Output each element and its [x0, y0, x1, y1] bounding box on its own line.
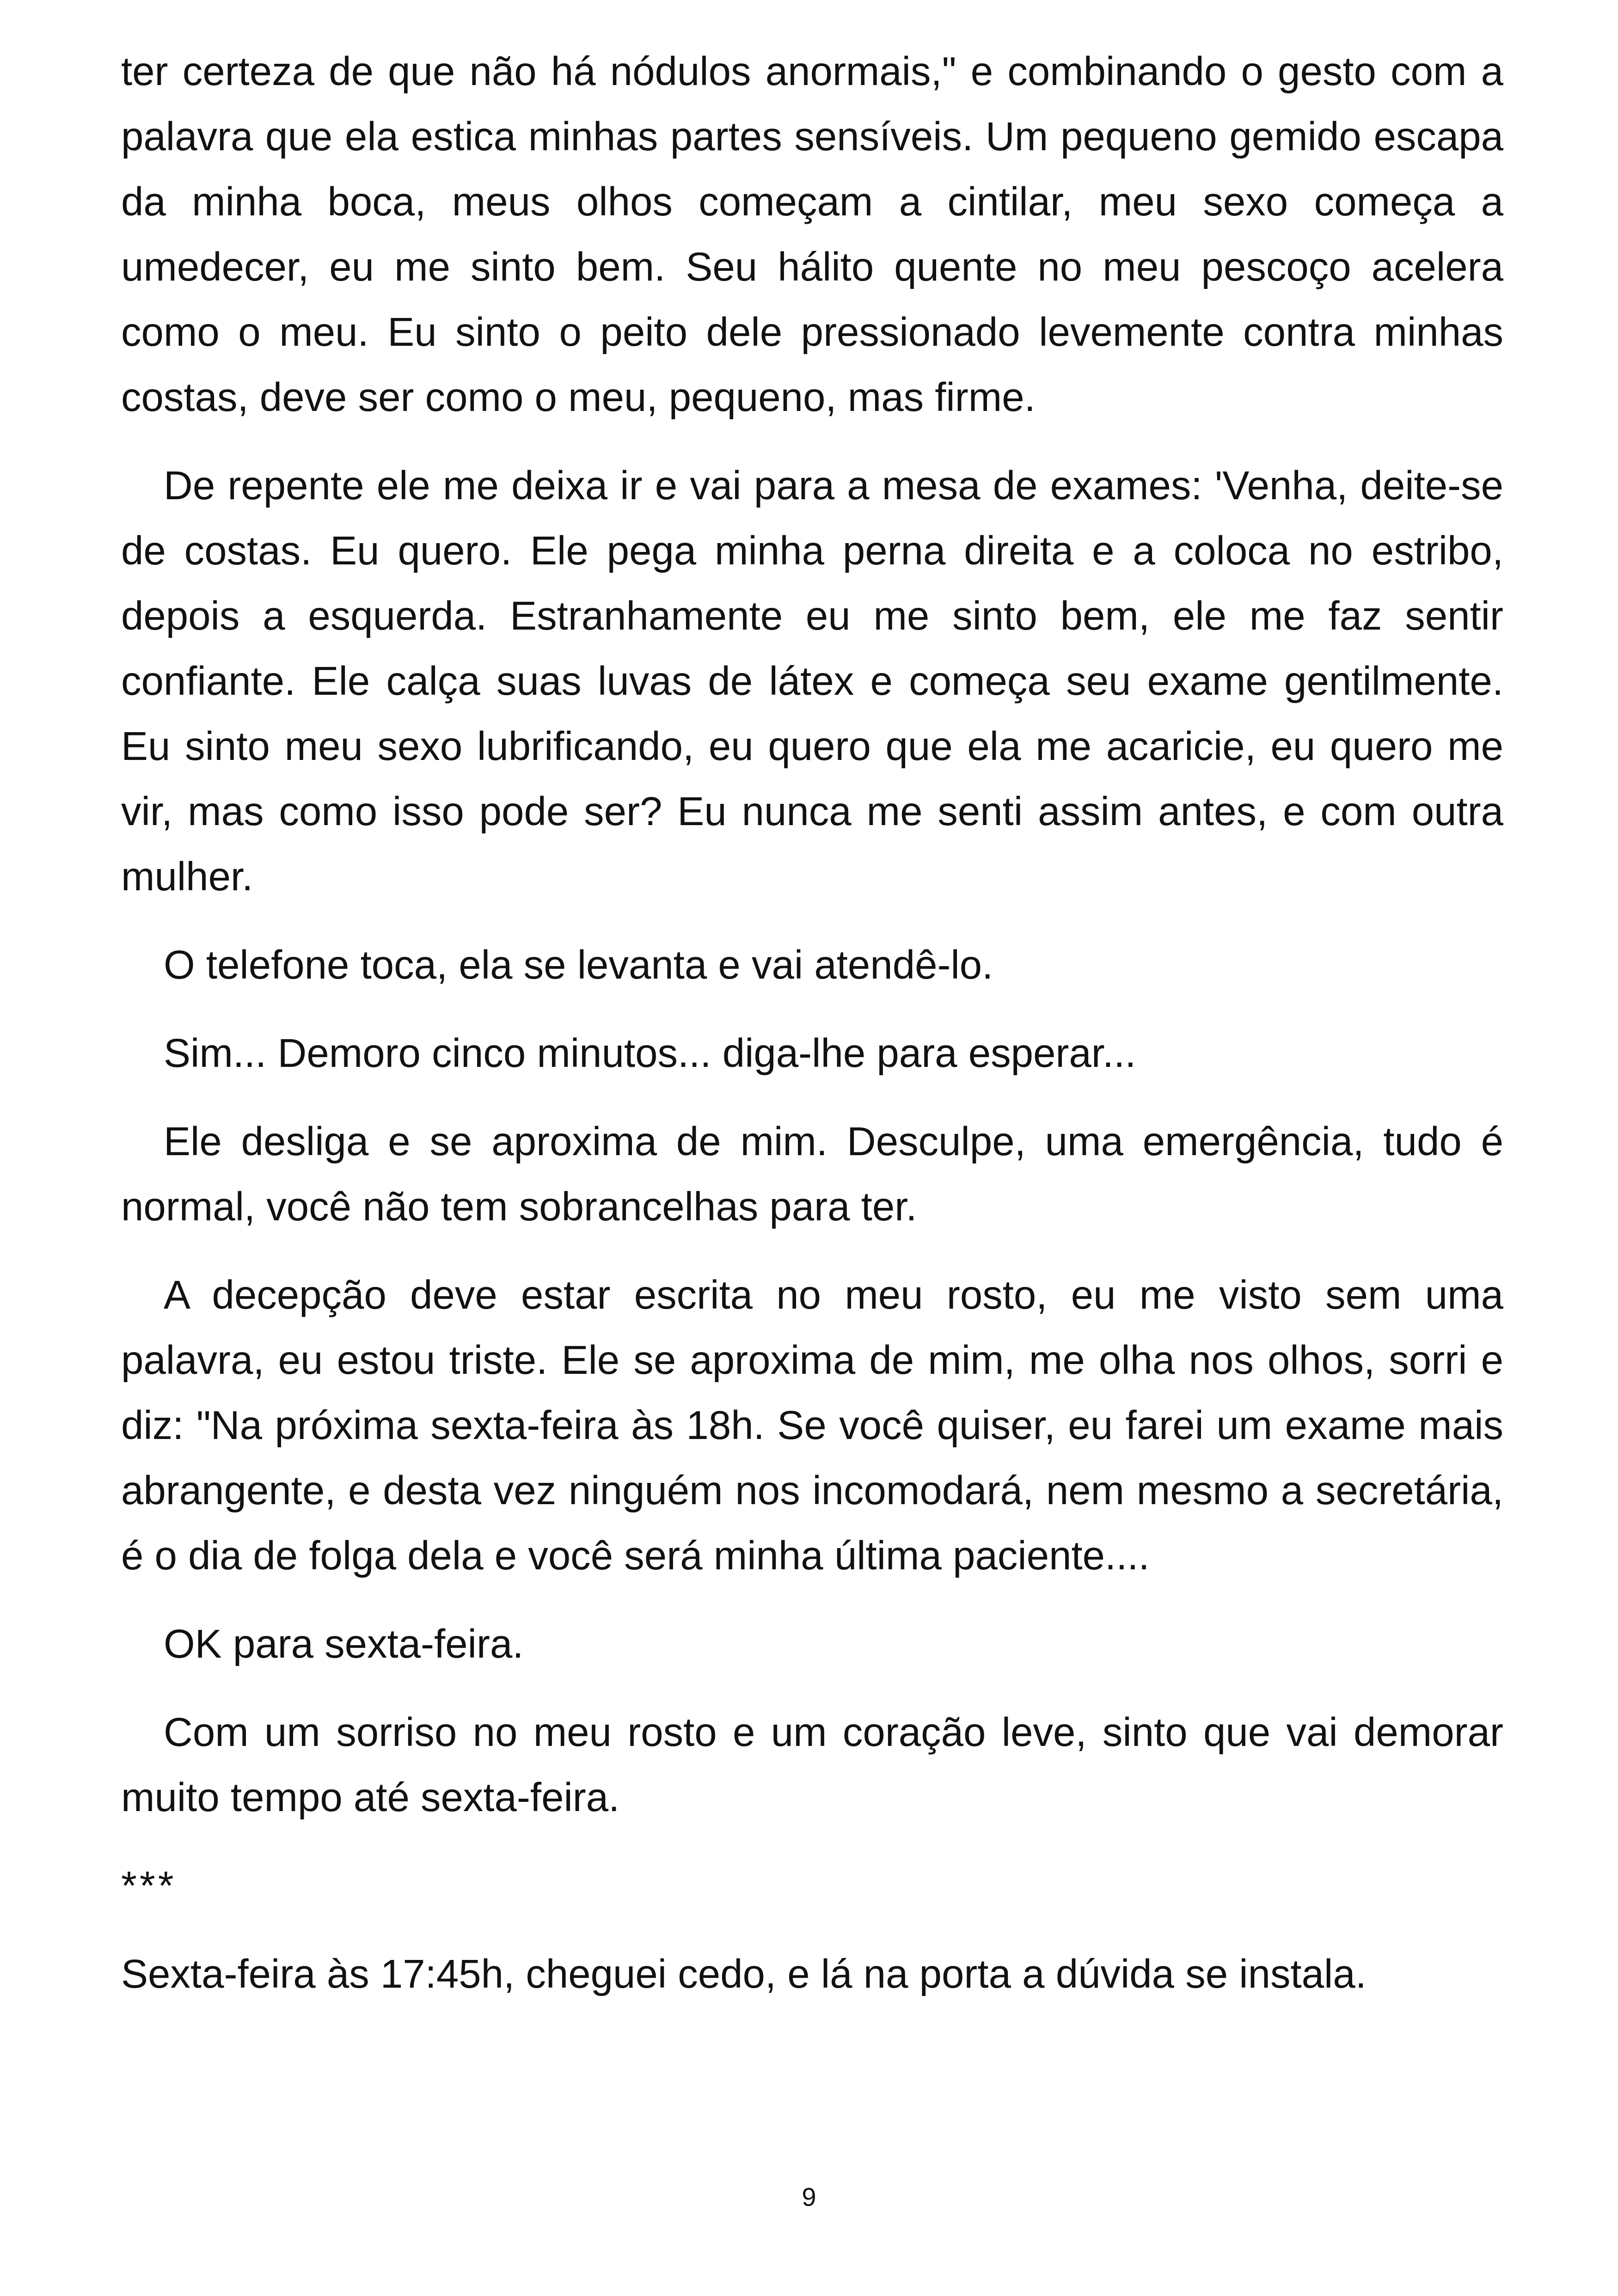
document-page [121, 39, 1503, 2030]
paragraph-5: Ele desliga e se aproxima de mim. Desculpe, uma emergência, tudo é normal, você não tem sobrancelhas para ter. [121, 1119, 1503, 1229]
paragraph-7: OK para sexta-feira. [164, 1622, 524, 1666]
paragraph-6: A decepção deve estar escrita no meu rosto, eu me visto sem uma palavra, eu estou triste. Ele se aproxima de mim, me olha nos olhos, sorri e diz: "Na próxima sexta-feira às 18h. Se você quiser, eu farei um exame mais abrangente, e desta vez ninguém nos incomodará, nem mesmo a secretária, é o dia de folga dela e você será minha última paciente.... [121, 1273, 1503, 1578]
section-separator: *** [121, 1863, 177, 1908]
paragraph-1: ter certeza de que não há nódulos anormais," e combinando o gesto com a palavra que ela estica minhas partes sensíveis. Um pequeno gemido escapa da minha boca, meus olhos começam a cintilar, meu sexo começa a umedecer, eu me sinto bem. Seu hálito quente no meu pescoço acelera como o meu. Eu sinto o peito dele pressionado levemente contra minhas costas, deve ser como o meu, pequeno, mas firme. [121, 49, 1503, 420]
paragraph-4: Sim... Demoro cinco minutos... diga-lhe para esperar... [164, 1031, 1136, 1076]
paragraph-3: O telefone toca, ela se levanta e vai atendê-lo. [164, 943, 993, 987]
paragraph-2: De repente ele me deixa ir e vai para a mesa de exames: 'Venha, deite-se de costas. Eu quero. Ele pega minha perna direita e a coloca no estribo, depois a esquerda. Estranhamente eu me sinto bem, ele me faz sentir confiante. Ele calça suas luvas de látex e começa seu exame gentilmente. Eu sinto meu sexo lubrificando, eu quero que ela me acaricie, eu quero me vir, mas como isso pode ser? Eu nunca me senti assim antes, e com outra mulher. [121, 463, 1503, 899]
paragraph-8: Com um sorriso no meu rosto e um coração leve, sinto que vai demorar muito tempo até sexta-feira. [121, 1710, 1503, 1820]
page-number: 9 [802, 2182, 816, 2211]
closing-line: Sexta-feira às 17:45h, cheguei cedo, e lá na porta a dúvida se instala. [121, 1952, 1367, 1996]
